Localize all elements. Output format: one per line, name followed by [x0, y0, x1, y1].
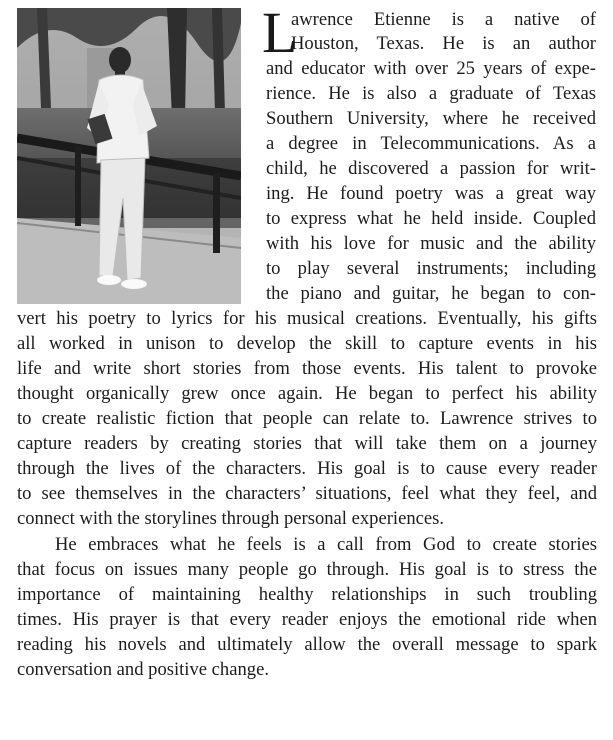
text-line: the piano and guitar, he began to con- — [266, 283, 596, 304]
text-line: to see themselves in the characters’ situations, feel what they feel, and — [17, 483, 597, 504]
text-line: to express what he held inside. Coupled — [266, 208, 596, 229]
text-line: ing. He found poetry was a great way — [266, 183, 596, 204]
text-line: awrence Etienne is a native of — [291, 9, 596, 30]
drop-cap: L — [262, 0, 298, 65]
text-line: all worked in unison to develop the skill to capture events in his — [17, 333, 597, 354]
text-line: through the lives of the characters. His goal is to cause every reader — [17, 458, 597, 479]
text-line: that focus on issues many people go through. His goal is to stress the — [17, 559, 597, 580]
text-line: life and write short stories from those events. His talent to provoke — [17, 358, 597, 379]
text-line: and educator with over 25 years of expe- — [266, 58, 596, 79]
text-line: capture readers by creating stories that will take them on a journey — [17, 433, 597, 454]
text-line: to play several instruments; including — [266, 258, 596, 279]
text-line: vert his poetry to lyrics for his musical creations. Eventually, his gifts — [17, 308, 597, 329]
text-line: times. His prayer is that every reader enjoys the emotional ride when — [17, 609, 597, 630]
text-line: conversation and positive change. — [17, 659, 269, 680]
text-line: Southern University, where he received — [266, 108, 596, 129]
text-line: reading his novels and ultimately allow the overall message to spark — [17, 634, 597, 655]
text-line: a degree in Telecommunications. As a — [266, 133, 596, 154]
text-line: connect with the storylines through personal experiences. — [17, 508, 445, 529]
text-line: with his love for music and the ability — [266, 233, 596, 254]
text-line: Houston, Texas. He is an author — [291, 33, 596, 54]
text-line: rience. He is also a graduate of Texas — [266, 83, 596, 104]
text-line: to create realistic fiction that people can relate to. Lawrence strives to — [17, 408, 597, 429]
text-line: thought organically grew once again. He began to perfect his ability — [17, 383, 597, 404]
text-line: child, he discovered a passion for writ- — [266, 158, 596, 179]
text-line: importance of maintaining healthy relationships in such troubling — [17, 584, 597, 605]
text-line: He embraces what he feels is a call from God to create stories — [55, 534, 597, 555]
author-photo — [17, 8, 241, 304]
